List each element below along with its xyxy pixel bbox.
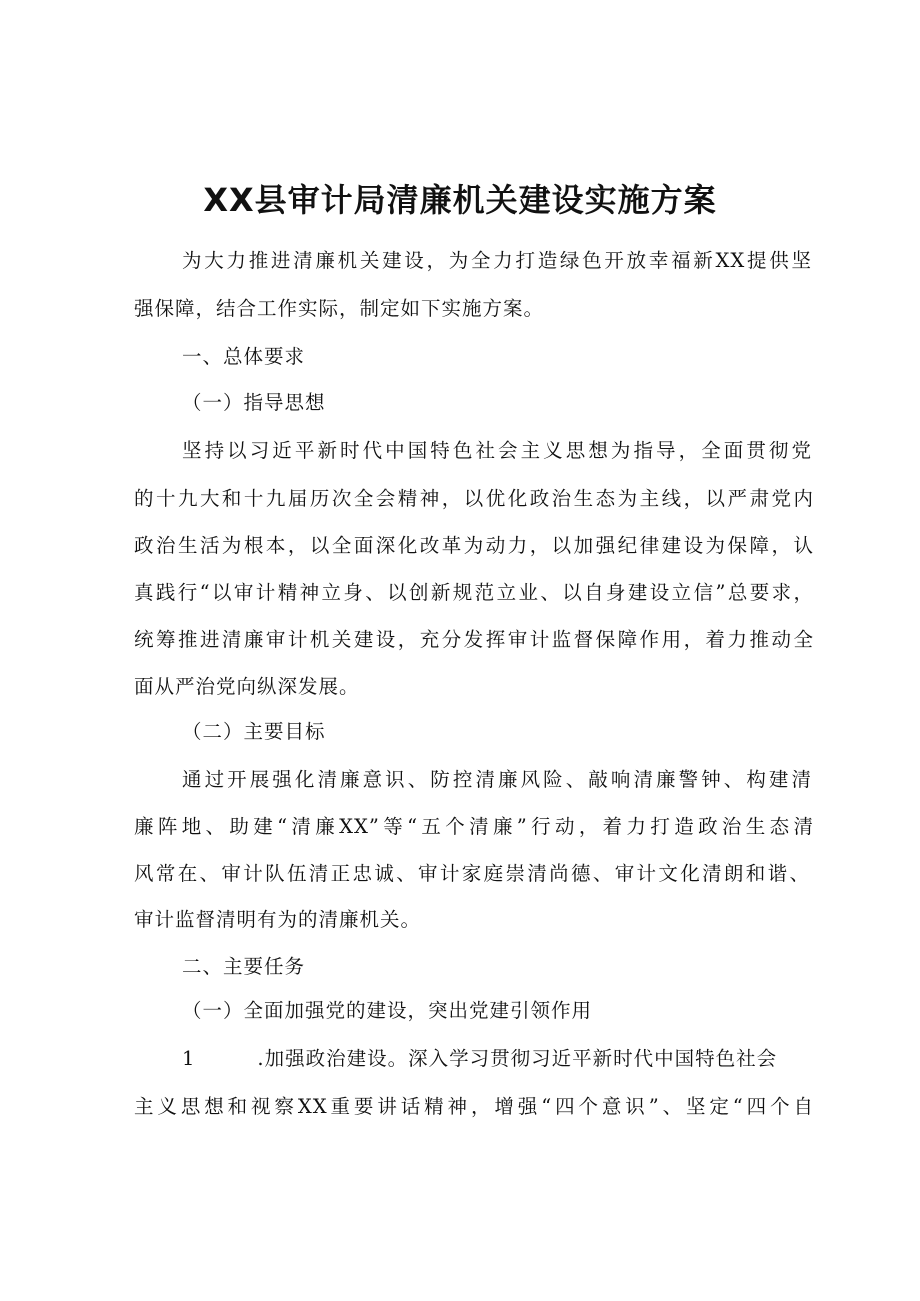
guiding-thought-line: 统筹推进清廉审计机关建设，充分发挥审计监督保障作用，着力推动全 (134, 628, 814, 651)
task-item-text: .加强政治建设。深入学习贯彻习近平新时代中国特色社会 (257, 1047, 778, 1070)
guiding-thought-line: 真践行“以审计精神立身、以创新规范立业、以自身建设立信”总要求， (134, 581, 814, 604)
task-item-number: 1 (182, 1047, 196, 1070)
guiding-thought-line: 面从严治党向纵深发展。 (134, 675, 360, 698)
guiding-thought-line: 的十九大和十九届历次全会精神，以优化政治生态为主线，以严肃党内 (134, 487, 814, 510)
main-goal-line: 审计监督清明有为的清廉机关。 (134, 908, 422, 931)
guiding-thought-line: 坚持以习近平新时代中国特色社会主义思想为指导，全面贯彻党 (182, 439, 812, 462)
section-2-heading: 二、主要任务 (182, 955, 306, 978)
task-item-1-line-2: 主义思想和视察XX重要讲话精神，增强“四个意识”、坚定“四个自 (134, 1095, 814, 1118)
main-goal-line: 通过开展强化清廉意识、防控清廉风险、敲响清廉警钟、构建清 (182, 768, 812, 791)
section-1-sub-1-heading: （一）指导思想 (182, 391, 326, 414)
intro-line-2: 强保障，结合工作实际，制定如下实施方案。 (134, 297, 545, 320)
task-item-1-line-1 (182, 1044, 812, 1074)
main-goal-line: 风常在、审计队伍清正忠诚、审计家庭崇清尚德、审计文化清朗和谐、 (134, 862, 810, 885)
main-goal-line: 廉阵地、助建“清廉XX”等“五个清廉”行动，着力打造政治生态清 (134, 815, 814, 838)
intro-line-1: 为大力推进清廉机关建设，为全力打造绿色开放幸福新XX提供坚 (182, 249, 812, 272)
guiding-thought-line: 政治生活为根本，以全面深化改革为动力，以加强纪律建设为保障，认 (134, 534, 814, 557)
section-1-heading: 一、总体要求 (182, 345, 306, 368)
section-1-sub-2-heading: （二）主要目标 (182, 720, 326, 743)
section-2-sub-1-heading: （一）全面加强党的建设，突出党建引领作用 (182, 999, 593, 1022)
document-title: XX县审计局清廉机关建设实施方案 (203, 181, 717, 219)
